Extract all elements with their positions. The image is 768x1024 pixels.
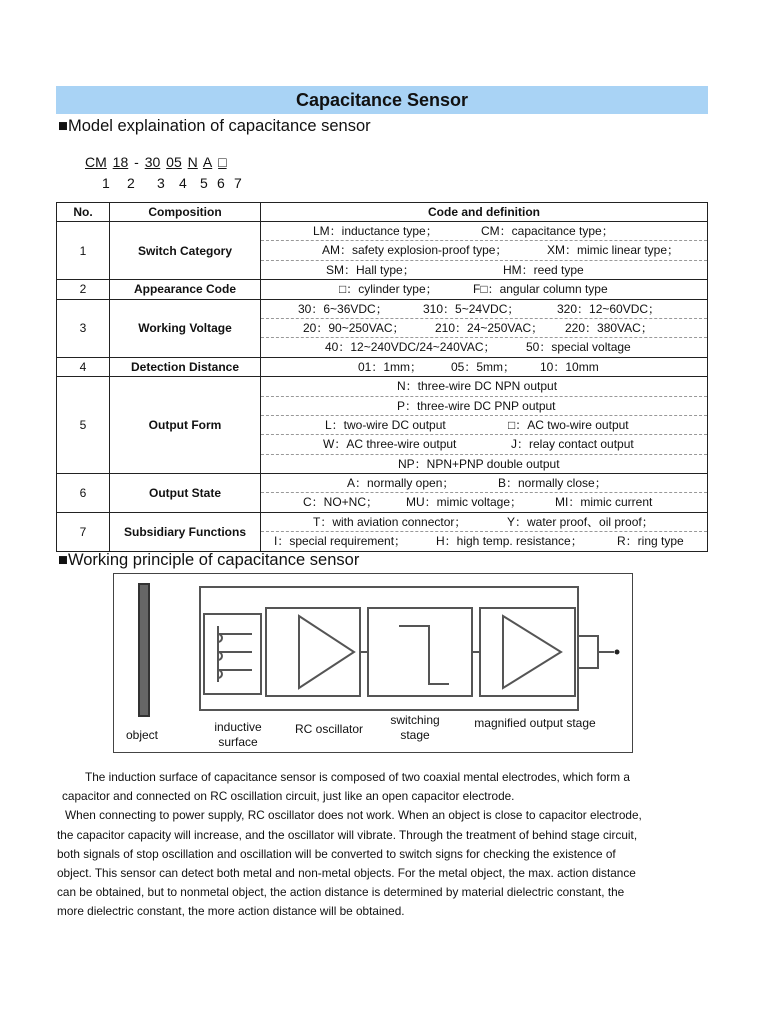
definition-line bbox=[261, 280, 707, 298]
definition-line bbox=[261, 397, 707, 416]
header-composition: Composition bbox=[110, 203, 261, 222]
code-part: 18 bbox=[112, 154, 129, 170]
row-definitions bbox=[261, 222, 708, 280]
definition-item: □：AC two-wire output bbox=[508, 417, 629, 432]
code-part: 30 bbox=[144, 154, 161, 170]
definition-item: HM：reed type bbox=[503, 262, 584, 277]
code-part: □ bbox=[218, 154, 227, 170]
definition-line bbox=[261, 261, 707, 279]
row-number: 3 bbox=[57, 299, 110, 357]
definition-item: 05：5mm； bbox=[451, 359, 516, 374]
row-number: 2 bbox=[57, 280, 110, 299]
code-part: - bbox=[134, 154, 139, 170]
definition-item: LM：inductance type； bbox=[313, 224, 438, 238]
table-row bbox=[57, 377, 708, 474]
row-number: 7 bbox=[57, 512, 110, 551]
paragraph-line: When connecting to power supply, RC oscillator does not work. When an object is close to capacitor electrode, bbox=[65, 808, 642, 823]
header-code-definition: Code and definition bbox=[261, 203, 708, 222]
paragraph-line: more dielectric constant, the more action distance will be obtained. bbox=[57, 904, 405, 919]
code-part: A bbox=[202, 154, 213, 170]
code-part: 05 bbox=[166, 154, 182, 170]
table-row bbox=[57, 474, 708, 513]
definition-line bbox=[261, 435, 707, 454]
principle-description bbox=[57, 768, 707, 922]
label-output-stage: magnified output stage bbox=[474, 716, 596, 730]
definition-item: □：cylinder type； bbox=[339, 282, 438, 297]
code-part: CM bbox=[85, 154, 107, 170]
row-composition: Switch Category bbox=[110, 222, 261, 280]
definition-item: I：special requirement； bbox=[274, 534, 407, 549]
definition-line bbox=[261, 513, 707, 532]
position-number: 1 bbox=[102, 175, 110, 191]
definition-item: 320：12~60VDC； bbox=[557, 301, 661, 316]
paragraph-line: The induction surface of capacitance sensor is composed of two coaxial mental electrodes, which form a bbox=[85, 770, 630, 784]
table-row bbox=[57, 280, 708, 299]
model-code-table bbox=[56, 202, 708, 552]
row-composition: Appearance Code bbox=[110, 280, 261, 299]
definition-item: H：high temp. resistance； bbox=[436, 534, 583, 549]
paragraph-line: the capacitor capacity will increase, and the oscillator will vibrate. Through the treatment of behind stage circuit, bbox=[57, 827, 638, 842]
definition-item: A：normally open； bbox=[347, 476, 455, 491]
working-principle-diagram bbox=[113, 573, 633, 753]
row-definitions bbox=[261, 280, 708, 299]
position-number: 7 bbox=[234, 175, 242, 191]
position-number: 2 bbox=[127, 175, 135, 191]
position-number: 5 bbox=[200, 175, 208, 191]
definition-item: L：two-wire DC output bbox=[325, 417, 446, 432]
row-composition: Detection Distance bbox=[110, 357, 261, 376]
row-definitions bbox=[261, 357, 708, 376]
definition-item: 01：1mm； bbox=[358, 359, 423, 374]
row-number: 1 bbox=[57, 222, 110, 280]
paragraph-line: both signals of stop oscillation and oscillation will be converted to switch signs for checking the existence of bbox=[57, 846, 616, 861]
row-definitions bbox=[261, 512, 708, 551]
definition-item: 30：6~36VDC； bbox=[298, 301, 388, 316]
table-row bbox=[57, 299, 708, 357]
definition-line bbox=[261, 493, 707, 511]
header-no: No. bbox=[57, 203, 110, 222]
page-title: Capacitance Sensor bbox=[56, 86, 708, 114]
definition-item: 220：380VAC； bbox=[565, 320, 653, 335]
definition-item: MU：mimic voltage； bbox=[406, 495, 523, 510]
paragraph-line: object. This sensor can detect both metal and non-metal objects. For the metal object, the max. action distance bbox=[57, 866, 636, 881]
table-row bbox=[57, 512, 708, 551]
row-definitions bbox=[261, 377, 708, 474]
definition-item: XM：mimic linear type； bbox=[547, 243, 680, 258]
label-object: object bbox=[125, 728, 159, 742]
row-composition: Working Voltage bbox=[110, 299, 261, 357]
definition-item: J：relay contact output bbox=[511, 437, 634, 452]
paragraph-line: capacitor and connected on RC oscillation circuit, just like an open capacitor electrode. bbox=[62, 789, 515, 804]
definition-line bbox=[261, 455, 707, 473]
row-composition: Subsidiary Functions bbox=[110, 512, 261, 551]
definition-line bbox=[261, 222, 707, 241]
position-number: 3 bbox=[157, 175, 165, 191]
principle-section-heading: ■Working principle of capacitance sensor bbox=[58, 551, 360, 569]
table-row bbox=[57, 357, 708, 376]
definition-item: C：NO+NC； bbox=[303, 495, 379, 510]
label-rc-oscillator: RC oscillator bbox=[294, 722, 363, 736]
definition-line bbox=[261, 416, 707, 435]
definition-line bbox=[261, 358, 707, 376]
definition-item: CM：capacitance type； bbox=[481, 224, 614, 238]
definition-item: 310：5~24VDC； bbox=[423, 301, 520, 316]
definition-item: 20：90~250VAC； bbox=[303, 320, 405, 335]
definition-item: W：AC three-wire output bbox=[323, 437, 457, 452]
position-number: 4 bbox=[179, 175, 187, 191]
definition-item: 10：10mm bbox=[540, 359, 599, 374]
definition-item: Y：water proof、oil proof； bbox=[507, 514, 654, 529]
definition-item: NP：NPN+PNP double output bbox=[398, 456, 560, 471]
table-row bbox=[57, 222, 708, 280]
row-definitions bbox=[261, 299, 708, 357]
definition-item: F□：angular column type bbox=[473, 282, 608, 297]
definition-item: N：three-wire DC NPN output bbox=[397, 379, 558, 394]
position-number: 6 bbox=[217, 175, 225, 191]
definition-item: MI：mimic current bbox=[555, 495, 653, 510]
definition-line bbox=[261, 474, 707, 493]
definition-item: 40：12~240VDC/24~240VAC； bbox=[325, 340, 496, 355]
label-inductive-surface: inductive surface bbox=[214, 720, 262, 749]
definition-line bbox=[261, 532, 707, 550]
code-part: N bbox=[187, 154, 198, 170]
label-switching-stage: switching stage bbox=[390, 713, 440, 742]
table-header-row bbox=[57, 203, 708, 222]
definition-item: 210：24~250VAC； bbox=[435, 320, 544, 335]
definition-line bbox=[261, 338, 707, 356]
definition-item: P：three-wire DC PNP output bbox=[397, 398, 556, 413]
definition-item: SM：Hall type； bbox=[326, 262, 415, 277]
definition-line bbox=[261, 300, 707, 319]
definition-item: 50：special voltage bbox=[526, 340, 631, 355]
row-composition: Output Form bbox=[110, 377, 261, 474]
row-composition: Output State bbox=[110, 474, 261, 513]
definition-line bbox=[261, 377, 707, 396]
definition-item: B：normally close； bbox=[498, 476, 607, 491]
paragraph-line: can be obtained, but to nonmetal object, the action distance is determined by material dielectric constant, the bbox=[57, 885, 625, 900]
model-code-example bbox=[85, 154, 229, 170]
row-number: 5 bbox=[57, 377, 110, 474]
row-definitions bbox=[261, 474, 708, 513]
definition-item: R：ring type bbox=[617, 534, 684, 549]
row-number: 4 bbox=[57, 357, 110, 376]
definition-item: T：with aviation connector； bbox=[313, 514, 467, 529]
definition-item: AM：safety explosion-proof type； bbox=[322, 243, 508, 258]
row-number: 6 bbox=[57, 474, 110, 513]
definition-line bbox=[261, 241, 707, 260]
model-section-heading: ■Model explaination of capacitance sensor bbox=[58, 117, 371, 135]
definition-line bbox=[261, 319, 707, 338]
